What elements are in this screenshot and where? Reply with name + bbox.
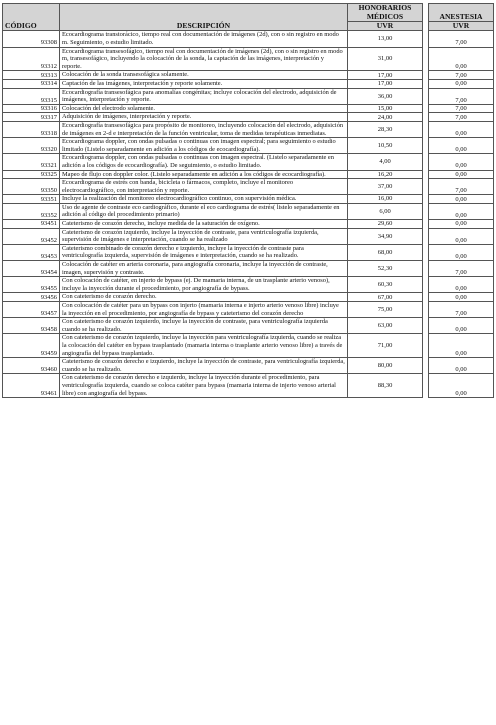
table-row	[3, 244, 494, 260]
anestesia-value: 7,00	[429, 261, 494, 277]
anestesia-value: 0,00	[429, 228, 494, 244]
procedure-code: 93460	[3, 358, 60, 374]
anestesia-value: 7,00	[429, 179, 494, 195]
procedure-description: Adquisición de imágenes, interpretación y reporte.	[60, 113, 348, 122]
honorarios-value: 24,00	[348, 113, 423, 122]
procedure-description: Uso de agente de contraste eco cardiográfico, durante el eco cardiograma de estrés( listelo separadamente en adición al código del procedimiento primario)	[60, 203, 348, 219]
honorarios-value: 68,00	[348, 244, 423, 260]
procedure-code: 93325	[3, 170, 60, 179]
table-row	[3, 334, 494, 358]
anestesia-value: 0,00	[429, 374, 494, 398]
procedure-description: Ecocardiograma transtorácico, tiempo real con documentación de imágenes (2d), con o sin registro en modo m. Seguimiento, o estudio limitado.	[60, 31, 348, 47]
anestesia-value: 0,00	[429, 277, 494, 293]
procedure-description: Colocación de la sonda transesofágica solamente.	[60, 71, 348, 80]
procedure-description: Captación de las imágenes, interpretación y reporte solamente.	[60, 79, 348, 88]
honorarios-value: 52,30	[348, 261, 423, 277]
procedure-code: 93452	[3, 228, 60, 244]
table-row	[3, 113, 494, 122]
anestesia-value: 0,00	[429, 358, 494, 374]
procedure-description: Con colocación de catéter, en injerto de bypass (ej. De mamaria interna, de un trasplante arterio venoso), incluye la inyección durante el procedimiento, por angiografía de bypass.	[60, 277, 348, 293]
anestesia-unit: UVR	[429, 22, 494, 31]
table-row	[3, 358, 494, 374]
table-row	[3, 47, 494, 71]
procedure-description: Ecocardiografía transesofágica para propósito de monitoreo, incluyendo colocación del electrodo, adquisición de imágenes en 2-d e interpretación de la función ventricular, toma de medidas terapéuticas inmediatas.	[60, 121, 348, 137]
table-row	[3, 228, 494, 244]
table-row	[3, 277, 494, 293]
procedure-code: 93320	[3, 138, 60, 154]
procedure-description: Ecocardiografía transesofágica para anomalías congénitas; incluye colocación del electrodo, adquisición de imágenes, interpretación y reporte.	[60, 88, 348, 104]
procedure-code: 93451	[3, 220, 60, 229]
honorarios-value: 34,90	[348, 228, 423, 244]
honorarios-value: 15,00	[348, 104, 423, 113]
procedure-code: 93313	[3, 71, 60, 80]
anestesia-value: 7,00	[429, 88, 494, 104]
honorarios-value: 31,00	[348, 47, 423, 71]
procedure-description: Ecocardiograma de estrés con banda, bicicleta o fármacos, completo, incluye el monitoreo electrocardiográfico, con interpretación y reporte.	[60, 179, 348, 195]
procedure-code: 93315	[3, 88, 60, 104]
anestesia-value: 0,00	[429, 334, 494, 358]
table-row	[3, 154, 494, 170]
procedure-code: 93455	[3, 277, 60, 293]
procedure-code: 93314	[3, 79, 60, 88]
procedure-description: Cateterismo combinado de corazón derecho e izquierdo, incluye la inyección de contraste para ventriculografía izquierda, supervisión de imágenes e interpretación, cuando se ha realizado.	[60, 244, 348, 260]
honorarios-value: 75,00	[348, 302, 423, 318]
anestesia-value: 7,00	[429, 31, 494, 47]
honorarios-value: 63,00	[348, 318, 423, 334]
procedure-description: Con cateterismo de corazón derecho e izquierdo, incluye la inyección durante el procedimiento, para ventriculografía izquierda, cuando se coloca catéter para bypass (mamaria interna de injerto venoso arterial libre) con angiografía del bypass.	[60, 374, 348, 398]
table-row	[3, 220, 494, 229]
honorarios-value: 29,60	[348, 220, 423, 229]
procedure-code: 93457	[3, 302, 60, 318]
procedure-description: Ecocardiograma transesofágico, tiempo real con documentación de imágenes (2d), con o sin registro en modo m, transesofágico, incluyendo la colocación de la sonda, la captación de las imágenes, interpretación y reporte.	[60, 47, 348, 71]
anestesia-value: 0,00	[429, 244, 494, 260]
table-row	[3, 104, 494, 113]
table-row	[3, 318, 494, 334]
honorarios-value: 80,00	[348, 358, 423, 374]
table-row	[3, 170, 494, 179]
honorarios-unit: UVR	[348, 22, 423, 31]
table-row	[3, 374, 494, 398]
honorarios-value: 16,20	[348, 170, 423, 179]
procedure-description: Mapeo de flujo con doppler color. (Listelo separadamente en adición a los códigos de ecocardiografía).	[60, 170, 348, 179]
anestesia-value: 7,00	[429, 113, 494, 122]
table-row	[3, 121, 494, 137]
procedure-code: 93459	[3, 334, 60, 358]
honorarios-value: 36,00	[348, 88, 423, 104]
honorarios-value: 4,00	[348, 154, 423, 170]
anestesia-value: 7,00	[429, 302, 494, 318]
table-row	[3, 138, 494, 154]
procedure-code: 93308	[3, 31, 60, 47]
table-row	[3, 179, 494, 195]
honorarios-value: 37,00	[348, 179, 423, 195]
anestesia-value: 0,00	[429, 154, 494, 170]
procedure-description: Cateterismo de corazón izquierdo, incluye la inyección de contraste, para ventriculografía izquierda, supervisión de imágenes e interpretación, cuando se ha realizado	[60, 228, 348, 244]
honorarios-value: 60,30	[348, 277, 423, 293]
anestesia-value: 7,00	[429, 104, 494, 113]
honorarios-value: 67,00	[348, 293, 423, 302]
anestesia-value: 0,00	[429, 203, 494, 219]
honorarios-value: 16,00	[348, 195, 423, 204]
table-row	[3, 293, 494, 302]
procedure-description: Ecocardiograma doppler, con ondas pulsadas o continuas con imagen espectral; para seguimiento o estudio limitado (Listelo separadamente en adición a los códigos de ecocardiografía).	[60, 138, 348, 154]
anestesia-value: 0,00	[429, 47, 494, 71]
procedure-code: 93312	[3, 47, 60, 71]
column-header-honorarios: HONORARIOS MÉDICOS	[348, 4, 423, 22]
procedure-code: 93350	[3, 179, 60, 195]
honorarios-value: 71,00	[348, 334, 423, 358]
procedure-description: Colocación de catéter en arteria coronaria, para angiografía coronaria, incluye la inyección de contraste, imagen, supervisión y contraste.	[60, 261, 348, 277]
procedure-code: 93454	[3, 261, 60, 277]
honorarios-value: 17,00	[348, 79, 423, 88]
fee-schedule-table	[2, 3, 494, 398]
procedure-code: 93317	[3, 113, 60, 122]
procedure-code: 93352	[3, 203, 60, 219]
anestesia-value: 0,00	[429, 293, 494, 302]
procedure-description: Con cateterismo de corazón derecho.	[60, 293, 348, 302]
anestesia-value: 0,00	[429, 318, 494, 334]
anestesia-value: 0,00	[429, 138, 494, 154]
anestesia-value: 7,00	[429, 71, 494, 80]
honorarios-value: 17,00	[348, 71, 423, 80]
table-row	[3, 261, 494, 277]
honorarios-value: 28,30	[348, 121, 423, 137]
honorarios-value: 10,50	[348, 138, 423, 154]
procedure-code: 93456	[3, 293, 60, 302]
procedure-code: 93316	[3, 104, 60, 113]
fee-schedule-page	[2, 3, 493, 398]
honorarios-value: 13,00	[348, 31, 423, 47]
column-header-description: DESCRIPCIÓN	[60, 4, 348, 31]
procedure-code: 93461	[3, 374, 60, 398]
procedure-code: 93318	[3, 121, 60, 137]
procedure-code: 93453	[3, 244, 60, 260]
anestesia-value: 0,00	[429, 220, 494, 229]
table-row	[3, 88, 494, 104]
procedure-description: Con colocación de catéter para un bypass con injerto (mamaria interna e injerto arterio venoso libre) incluye la inyección en el procedimiento, por angiografía de bypass y cateterismo del corazón derecho	[60, 302, 348, 318]
honorarios-value: 88,30	[348, 374, 423, 398]
procedure-description: Con cateterismo de corazón izquierdo, incluye la inyección de contraste, para ventriculografía izquierda cuando se ha realizado.	[60, 318, 348, 334]
procedure-code: 93458	[3, 318, 60, 334]
procedure-description: Cateterismo de corazón derecho, incluye medida de la saturación de oxígeno.	[60, 220, 348, 229]
procedure-description: Cateterismo de corazón derecho e izquierdo, incluye la inyección de contraste, para ventriculografía izquierda, cuando se ha realizado.	[60, 358, 348, 374]
table-row	[3, 302, 494, 318]
table-row	[3, 79, 494, 88]
anestesia-value: 0,00	[429, 79, 494, 88]
fee-schedule-body	[3, 31, 494, 398]
column-header-code: CÓDIGO	[3, 4, 60, 31]
procedure-description: Colocación del electrodo solamente.	[60, 104, 348, 113]
procedure-description: Incluye la realización del monitoreo electrocardiográfico continuo, con supervisión médica.	[60, 195, 348, 204]
header-row-top	[3, 4, 494, 22]
procedure-description: Con cateterismo de corazón izquierdo, incluye la inyección para ventriculografía izquierda, cuando se realiza la colocación del catéter en bypass trasplantado (mamaria interna o trasplante arterio venoso libre) a través de angiografía del bypass trasplantado.	[60, 334, 348, 358]
anestesia-value: 0,00	[429, 170, 494, 179]
table-row	[3, 31, 494, 47]
column-header-anestesia: ANESTESIA	[429, 4, 494, 22]
procedure-description: Ecocardiograma doppler, con ondas pulsadas o continuas con imagen espectral. (Listelo separadamente en adición a los códigos de ecocardiografía). De seguimiento, o estudio limitado.	[60, 154, 348, 170]
honorarios-value: 6,00	[348, 203, 423, 219]
procedure-code: 93321	[3, 154, 60, 170]
table-row	[3, 203, 494, 219]
anestesia-value: 0,00	[429, 121, 494, 137]
anestesia-value: 0,00	[429, 195, 494, 204]
table-row	[3, 71, 494, 80]
procedure-code: 93351	[3, 195, 60, 204]
table-row	[3, 195, 494, 204]
